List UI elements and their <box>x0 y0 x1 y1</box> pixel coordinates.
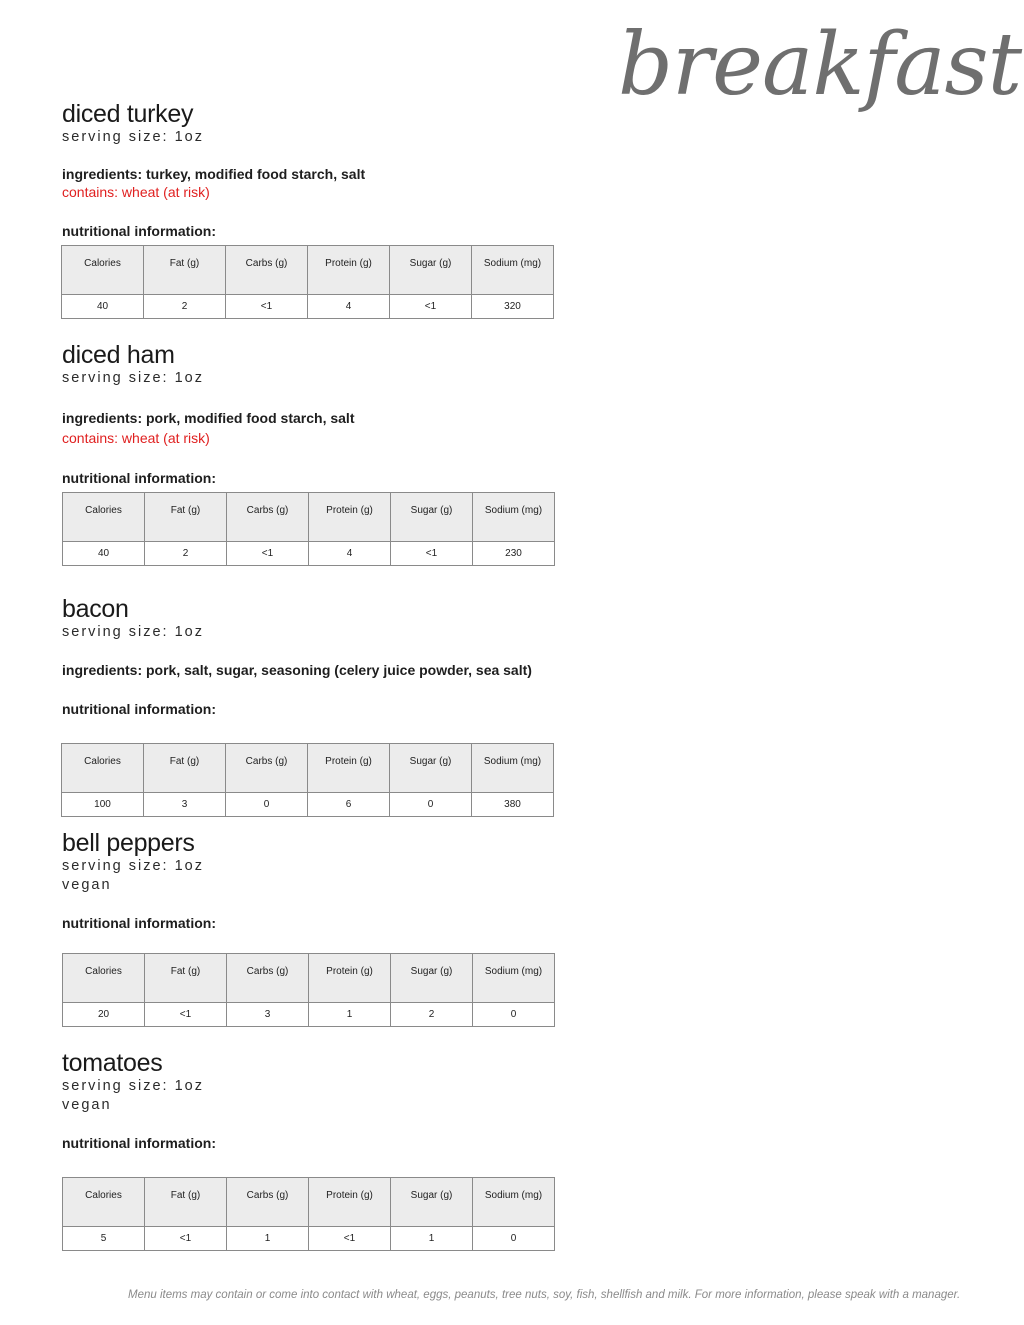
column-header: Calories <box>63 1178 145 1227</box>
table-cell: 0 <box>226 793 308 817</box>
menu-item-bell-peppers <box>62 829 562 932</box>
column-header: Fat (g) <box>144 246 226 295</box>
table-cell: 3 <box>227 1003 309 1027</box>
table-row <box>62 793 554 817</box>
table-cell: <1 <box>226 295 308 319</box>
item-name: bell peppers <box>62 829 195 857</box>
table-cell: 230 <box>473 542 555 566</box>
table-cell: 0 <box>473 1003 555 1027</box>
table-cell: <1 <box>227 542 309 566</box>
item-name: tomatoes <box>62 1049 163 1077</box>
allergen-disclaimer: Menu items may contain or come into contact with wheat, eggs, peanuts, tree nuts, soy, fish, shellfish and milk. For more information, please speak with a manager. <box>128 1289 961 1301</box>
nutrition-label: nutritional information: <box>62 915 216 931</box>
item-name: diced turkey <box>62 100 194 128</box>
table-row <box>62 295 554 319</box>
nutrition-table <box>62 1177 555 1251</box>
table-cell: 5 <box>63 1227 145 1251</box>
column-header: Fat (g) <box>144 744 226 793</box>
column-header: Protein (g) <box>308 246 390 295</box>
column-header: Protein (g) <box>309 954 391 1003</box>
table-cell: 4 <box>309 542 391 566</box>
table-cell: 2 <box>145 542 227 566</box>
item-name: diced ham <box>62 341 175 369</box>
table-cell: 1 <box>227 1227 309 1251</box>
table-cell: 2 <box>144 295 226 319</box>
table-cell: <1 <box>145 1003 227 1027</box>
table-cell: 0 <box>473 1227 555 1251</box>
table-cell: 40 <box>62 295 144 319</box>
column-header: Fat (g) <box>145 493 227 542</box>
menu-item-diced-ham <box>62 341 562 487</box>
table-cell: <1 <box>145 1227 227 1251</box>
column-header: Sodium (mg) <box>472 246 554 295</box>
column-header: Carbs (g) <box>227 493 309 542</box>
table-cell: 320 <box>472 295 554 319</box>
serving-size: serving size: 1oz <box>62 858 204 874</box>
nutrition-label: nutritional information: <box>62 223 216 239</box>
column-header: Carbs (g) <box>226 246 308 295</box>
nutrition-label: nutritional information: <box>62 1135 216 1151</box>
table-row <box>63 1227 555 1251</box>
table-cell: 40 <box>63 542 145 566</box>
column-header: Sugar (g) <box>391 954 473 1003</box>
column-header: Fat (g) <box>145 1178 227 1227</box>
column-header: Calories <box>62 744 144 793</box>
table-header-row <box>62 246 554 295</box>
table-cell: 2 <box>391 1003 473 1027</box>
table-cell: <1 <box>390 295 472 319</box>
table-cell: 20 <box>63 1003 145 1027</box>
column-header: Sugar (g) <box>390 744 472 793</box>
menu-item-tomatoes <box>62 1049 562 1152</box>
column-header: Carbs (g) <box>226 744 308 793</box>
serving-size: serving size: 1oz <box>62 129 204 145</box>
menu-item-bacon <box>62 595 562 718</box>
column-header: Calories <box>63 493 145 542</box>
column-header: Calories <box>63 954 145 1003</box>
table-cell: 6 <box>308 793 390 817</box>
diet-label: vegan <box>62 1097 112 1113</box>
table-header-row <box>63 493 555 542</box>
column-header: Protein (g) <box>309 1178 391 1227</box>
column-header: Protein (g) <box>308 744 390 793</box>
table-cell: <1 <box>391 542 473 566</box>
column-header: Calories <box>62 246 144 295</box>
column-header: Sugar (g) <box>391 1178 473 1227</box>
table-row <box>63 542 555 566</box>
serving-size: serving size: 1oz <box>62 370 204 386</box>
table-cell: <1 <box>309 1227 391 1251</box>
item-name: bacon <box>62 595 129 623</box>
column-header: Protein (g) <box>309 493 391 542</box>
column-header: Sodium (mg) <box>473 1178 555 1227</box>
column-header: Sodium (mg) <box>473 493 555 542</box>
column-header: Sodium (mg) <box>472 744 554 793</box>
nutrition-label: nutritional information: <box>62 470 216 486</box>
diet-label: vegan <box>62 877 112 893</box>
ingredients: ingredients: pork, modified food starch, salt <box>62 410 355 426</box>
table-header-row <box>63 1178 555 1227</box>
table-cell: 1 <box>309 1003 391 1027</box>
ingredients: ingredients: turkey, modified food starch, salt <box>62 166 366 182</box>
allergen-warning: contains: wheat (at risk) <box>62 184 210 200</box>
column-header: Sodium (mg) <box>473 954 555 1003</box>
column-header: Sugar (g) <box>391 493 473 542</box>
nutrition-table <box>62 953 555 1027</box>
table-cell: 100 <box>62 793 144 817</box>
nutrition-table <box>61 743 554 817</box>
serving-size: serving size: 1oz <box>62 1078 204 1094</box>
table-header-row <box>63 954 555 1003</box>
nutrition-label: nutritional information: <box>62 701 216 717</box>
column-header: Fat (g) <box>145 954 227 1003</box>
table-cell: 1 <box>391 1227 473 1251</box>
table-header-row <box>62 744 554 793</box>
column-header: Carbs (g) <box>227 954 309 1003</box>
table-row <box>63 1003 555 1027</box>
table-cell: 0 <box>390 793 472 817</box>
serving-size: serving size: 1oz <box>62 624 204 640</box>
nutrition-table <box>61 245 554 319</box>
table-cell: 4 <box>308 295 390 319</box>
page-title: breakfast <box>618 15 1022 115</box>
menu-item-diced-turkey <box>62 100 562 240</box>
table-cell: 3 <box>144 793 226 817</box>
ingredients: ingredients: pork, salt, sugar, seasoning (celery juice powder, sea salt) <box>62 662 532 678</box>
column-header: Carbs (g) <box>227 1178 309 1227</box>
allergen-warning: contains: wheat (at risk) <box>62 430 210 446</box>
column-header: Sugar (g) <box>390 246 472 295</box>
table-cell: 380 <box>472 793 554 817</box>
nutrition-table <box>62 492 555 566</box>
